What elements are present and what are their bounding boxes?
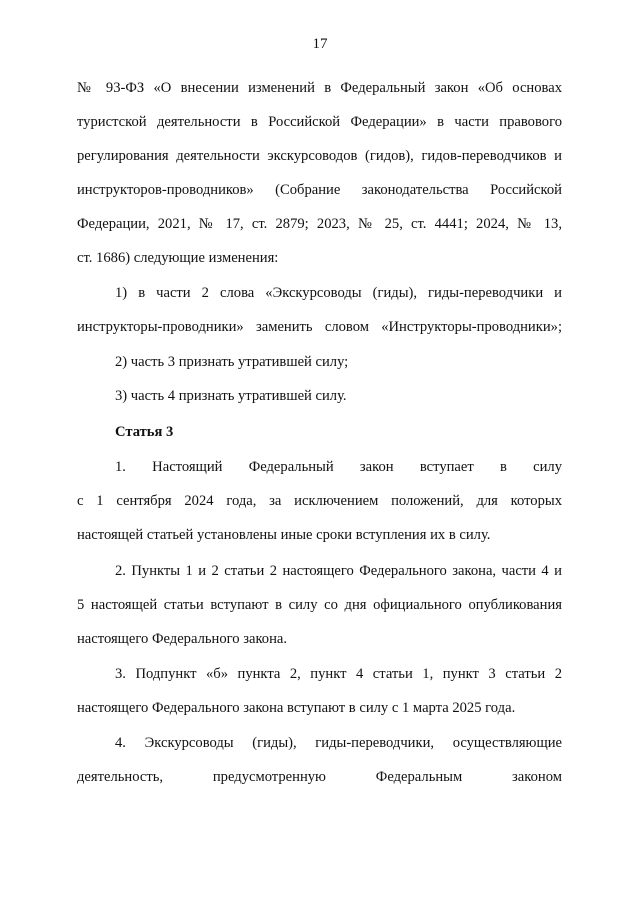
- text-line: 3) часть 4 признать утратившей силу.: [115, 388, 347, 404]
- text-line: 2. Пункты 1 и 2 статьи 2 настоящего Федерального закона, части 4 и: [115, 563, 562, 579]
- text-line: с 1 сентября 2024 года, за исключением положений, для которых: [77, 493, 562, 509]
- text-line: инструкторы-проводники» заменить словом «Инструкторы-проводники»;: [77, 319, 562, 335]
- text-line: № 93-ФЗ «О внесении изменений в Федеральный закон «Об основах: [77, 80, 562, 96]
- text-line: 2) часть 3 признать утратившей силу;: [115, 354, 349, 370]
- text-line: настоящего Федерального закона вступают в силу с 1 марта 2025 года.: [77, 700, 516, 716]
- text-line: туристской деятельности в Российской Федерации» в части правового: [77, 114, 562, 130]
- text-line: 4. Экскурсоводы (гиды), гиды-переводчики, осуществляющие: [115, 735, 562, 751]
- text-line: 5 настоящей статьи вступают в силу со дня официального опубликования: [77, 597, 562, 613]
- text-line: регулирования деятельности экскурсоводов (гидов), гидов-переводчиков и: [77, 148, 562, 164]
- article-heading: Статья 3: [115, 424, 174, 440]
- text-line: 1) в части 2 слова «Экскурсоводы (гиды), гиды-переводчики и: [115, 285, 562, 301]
- text-line: ст. 1686) следующие изменения:: [77, 250, 279, 266]
- text-line: инструкторов-проводников» (Собрание законодательства Российской: [77, 182, 562, 198]
- page-number: 17: [312, 36, 328, 52]
- text-line: 3. Подпункт «б» пункта 2, пункт 4 статьи 1, пункт 3 статьи 2: [115, 666, 562, 682]
- text-line: 1. Настоящий Федеральный закон вступает в силу: [115, 459, 562, 475]
- text-line: настоящей статьей установлены иные сроки вступления их в силу.: [77, 527, 491, 543]
- text-line: Федерации, 2021, № 17, ст. 2879; 2023, № 25, ст. 4441; 2024, № 13,: [77, 216, 562, 232]
- text-line: деятельность, предусмотренную Федеральным законом: [77, 769, 562, 785]
- text-line: настоящего Федерального закона.: [77, 631, 288, 647]
